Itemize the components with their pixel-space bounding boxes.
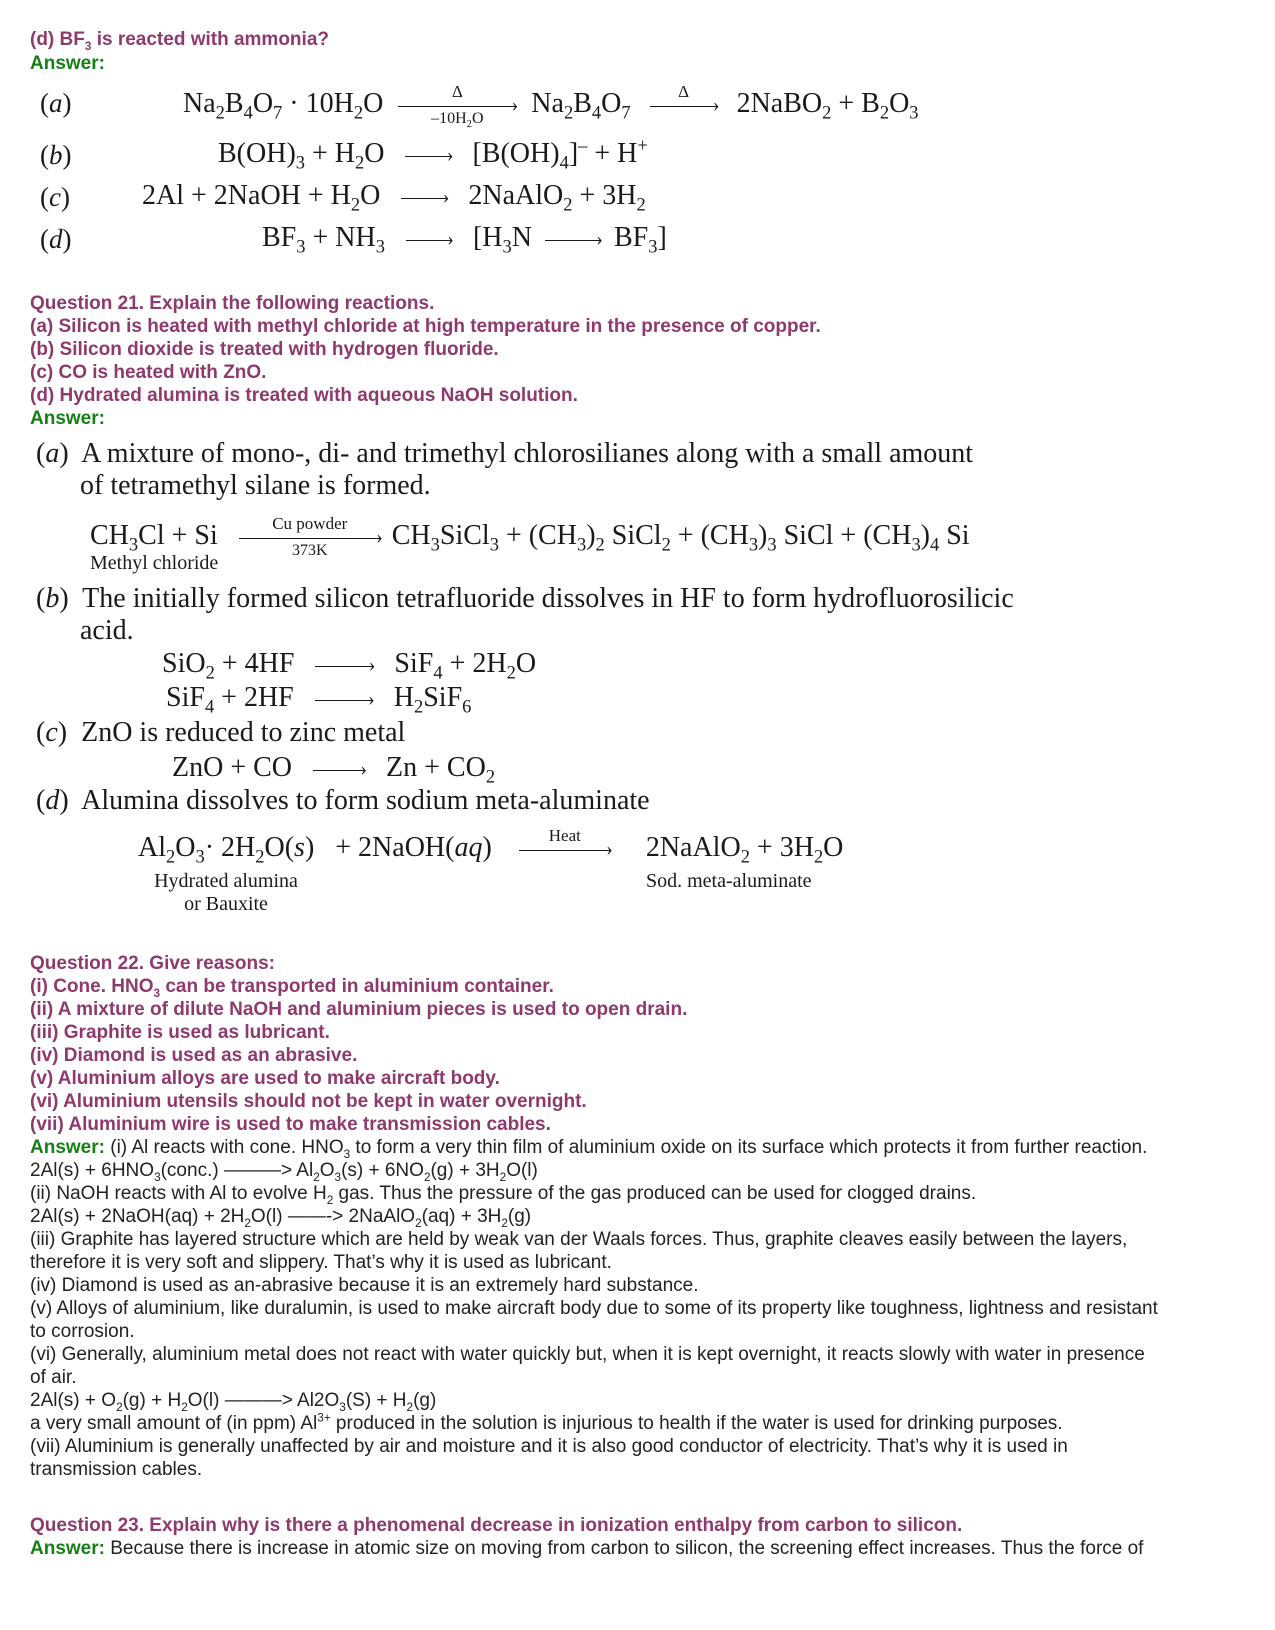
reaction-label-b: (b) xyxy=(40,140,72,170)
reaction-arrow: Δ › xyxy=(650,104,718,108)
answer-23-line: Answer: Because there is increase in atomic size on moving from carbon to silicon, the screening effect increases. Thus the force of xyxy=(30,1538,1144,1559)
caption-sod-meta-aluminate: Sod. meta-aluminate xyxy=(646,870,812,892)
answer-22-line: (v) Alloys of aluminium, like duralumin, is used to make aircraft body due to some of its property like toughness, lightness and resistant xyxy=(30,1298,1158,1319)
reaction-a-lhs: $Na_2B_4O_7 \cdot 10H_2O$ xyxy=(183,88,384,123)
question-21-part: (c) CO is heated with ZnO. xyxy=(30,362,267,383)
coordinate-bond-arrow: › xyxy=(545,238,601,242)
answer-22-line: 2Al(s) + 2NaOH(aq) + $2H_2O(l)$ ——-> 2NaAlO$_2$(aq) + $3H_2(g)$ xyxy=(30,1206,532,1230)
question-22-part: (iii) Graphite is used as lubricant. xyxy=(30,1022,330,1043)
answer-22-line: Answer: (i) Al reacts with cone. $HNO_3$ to form a very thin film of aluminium oxide on its surface which protects it from further reaction. xyxy=(30,1137,1148,1161)
answer-22-line: $2Al(s) + 6HNO_3(conc.)$ ———> $Al_2O_3(s) + 6NO_2(g) + 3H_2O(l)$ xyxy=(30,1160,538,1184)
answer-21b-text: (b) The initially formed silicon tetrafluoride dissolves in HF to form hydrofluorosilicic xyxy=(36,583,1014,614)
question-23-title: Question 23. Explain why is there a phenomenal decrease in ionization enthalpy from carbon to silicon. xyxy=(30,1515,963,1536)
answer-22-line: to corrosion. xyxy=(30,1321,135,1342)
answer-label: Answer: xyxy=(30,408,105,429)
reaction-arrow: › xyxy=(313,768,365,772)
question-21-part: (a) Silicon is heated with methyl chloride at high temperature in the presence of copper. xyxy=(30,316,821,337)
answer-21a-text-cont: of tetramethyl silane is formed. xyxy=(80,470,431,501)
reaction-arrow: › xyxy=(401,196,447,200)
answer-22-line: (vii) Aluminium is generally unaffected by air and moisture and it is also good conductor of electricity. That’s why it is used in xyxy=(30,1436,1068,1457)
answer-21b-equation-2: SiF$_4$ + 2HF › $H_2SiF_6$ xyxy=(166,682,472,717)
reaction-arrow: › xyxy=(406,238,452,242)
reaction-arrow: › xyxy=(315,664,373,668)
answer-22-line: (ii) NaOH reacts with Al to evolve $H_2$ gas. Thus the pressure of the gas produced can be used for clogged drains. xyxy=(30,1183,977,1207)
reaction-a xyxy=(183,82,919,130)
reaction-arrow: › xyxy=(405,154,451,158)
reaction-arrow: › xyxy=(315,698,373,702)
reaction-arrow: Cu powder › 373K xyxy=(239,536,381,540)
reaction-arrow: Δ › $-10H_2O$ xyxy=(398,104,516,108)
answer-22-line: (vi) Generally, aluminium metal does not react with water quickly but, when it is kept overnight, it reacts slowly with water in presence xyxy=(30,1344,1145,1365)
answer-21d-equation: $Al_2O_3\cdot 2H_2O(s)$ + 2NaOH(aq) Heat › 2NaAlO$_2$ + $3H_2O$ xyxy=(138,826,844,867)
answer-label: Answer: xyxy=(30,53,105,74)
answer-21b-equation-1: SiO$_2$ + 4HF › $SiF_4 + 2H_2O$ xyxy=(162,648,537,683)
question-20-part-d: (d) $BF_3$ is reacted with ammonia? xyxy=(30,29,329,53)
answer-21a-text: (a) A mixture of mono-, di- and trimethyl chlorosilianes along with a small amount xyxy=(36,438,974,469)
answer-21d-text: (d) Alumina dissolves to form sodium meta-aluminate xyxy=(36,785,650,816)
caption-methyl-chloride: Methyl chloride xyxy=(90,552,219,574)
question-21-title: Question 21. Explain the following reactions. xyxy=(30,293,435,314)
question-22-part: (ii) A mixture of dilute NaOH and aluminium pieces is used to open drain. xyxy=(30,999,688,1020)
answer-22-line: (iv) Diamond is used as an-abrasive because it is an extremely hard substance. xyxy=(30,1275,699,1296)
question-22-part: (vii) Aluminium wire is used to make transmission cables. xyxy=(30,1114,551,1135)
question-22-part: (vi) Aluminium utensils should not be kept in water overnight. xyxy=(30,1091,587,1112)
answer-22-line: $2Al(s) + O_2(g) + H_2O(l)$ ———> $Al2O_3(S) + H_2(g)$ xyxy=(30,1390,437,1414)
answer-22-line: (iii) Graphite has layered structure which are held by weak van der Waals forces. Thus, graphite cleaves easily between the layers, xyxy=(30,1229,1128,1250)
reaction-label-c: (c) xyxy=(40,182,70,212)
reaction-label-d: (d) xyxy=(40,224,72,254)
answer-21a-equation: $CH_3Cl + Si$ Cu powder › 373K $CH_3SiCl_3 + (CH_3)_2$ SiCl$_2$ + $(CH_3)_3$ SiCl + $(CH_3)_4$ Si xyxy=(90,514,970,559)
reaction-arrow: Heat › xyxy=(519,848,611,852)
caption-hydrated-alumina: Hydrated alumina or Bauxite xyxy=(154,870,298,915)
reaction-d: $BF_3 + NH_3$ › [$H_3N$ › $BF_3$] xyxy=(262,222,667,257)
reaction-c: 2Al + 2NaOH + $H_2O$ › 2NaAlO$_2$ + $3H_2$ xyxy=(142,180,646,215)
reaction-a-intermediate: $Na_2B_4O_7$ xyxy=(531,88,631,123)
reaction-b: $B(OH)_3 + H_2O$ › $[B(OH)_4]^- + H^+$ xyxy=(218,135,648,173)
answer-label: Answer: xyxy=(30,1137,105,1158)
answer-21c-text: (c) ZnO is reduced to zinc metal xyxy=(36,717,406,748)
question-22-title: Question 22. Give reasons: xyxy=(30,953,275,974)
answer-22-line: transmission cables. xyxy=(30,1459,203,1480)
question-22-part: (v) Aluminium alloys are used to make aircraft body. xyxy=(30,1068,500,1089)
answer-21c-equation: ZnO + CO › $Zn + CO_2$ xyxy=(172,752,496,787)
answer-22-line: therefore it is very soft and slippery. That’s why it is used as lubricant. xyxy=(30,1252,612,1273)
answer-label: Answer: xyxy=(30,1538,105,1559)
answer-22-line: a very small amount of (in ppm) $Al^{3+}$ produced in the solution is injurious to health if the water is used for drinking purposes. xyxy=(30,1411,1063,1434)
reaction-label-a: (a) xyxy=(40,88,72,118)
answer-21b-text-cont: acid. xyxy=(80,615,134,646)
question-21-part: (b) Silicon dioxide is treated with hydrogen fluoride. xyxy=(30,339,499,360)
question-22-part: (iv) Diamond is used as an abrasive. xyxy=(30,1045,358,1066)
answer-22-line: of air. xyxy=(30,1367,77,1388)
question-21-part: (d) Hydrated alumina is treated with aqueous NaOH solution. xyxy=(30,385,578,406)
question-22-part: (i) Cone. $HNO_3$ can be transported in aluminium container. xyxy=(30,976,554,1000)
reaction-a-rhs: 2NaBO$_2$ + $B_2O_3$ xyxy=(736,88,919,123)
